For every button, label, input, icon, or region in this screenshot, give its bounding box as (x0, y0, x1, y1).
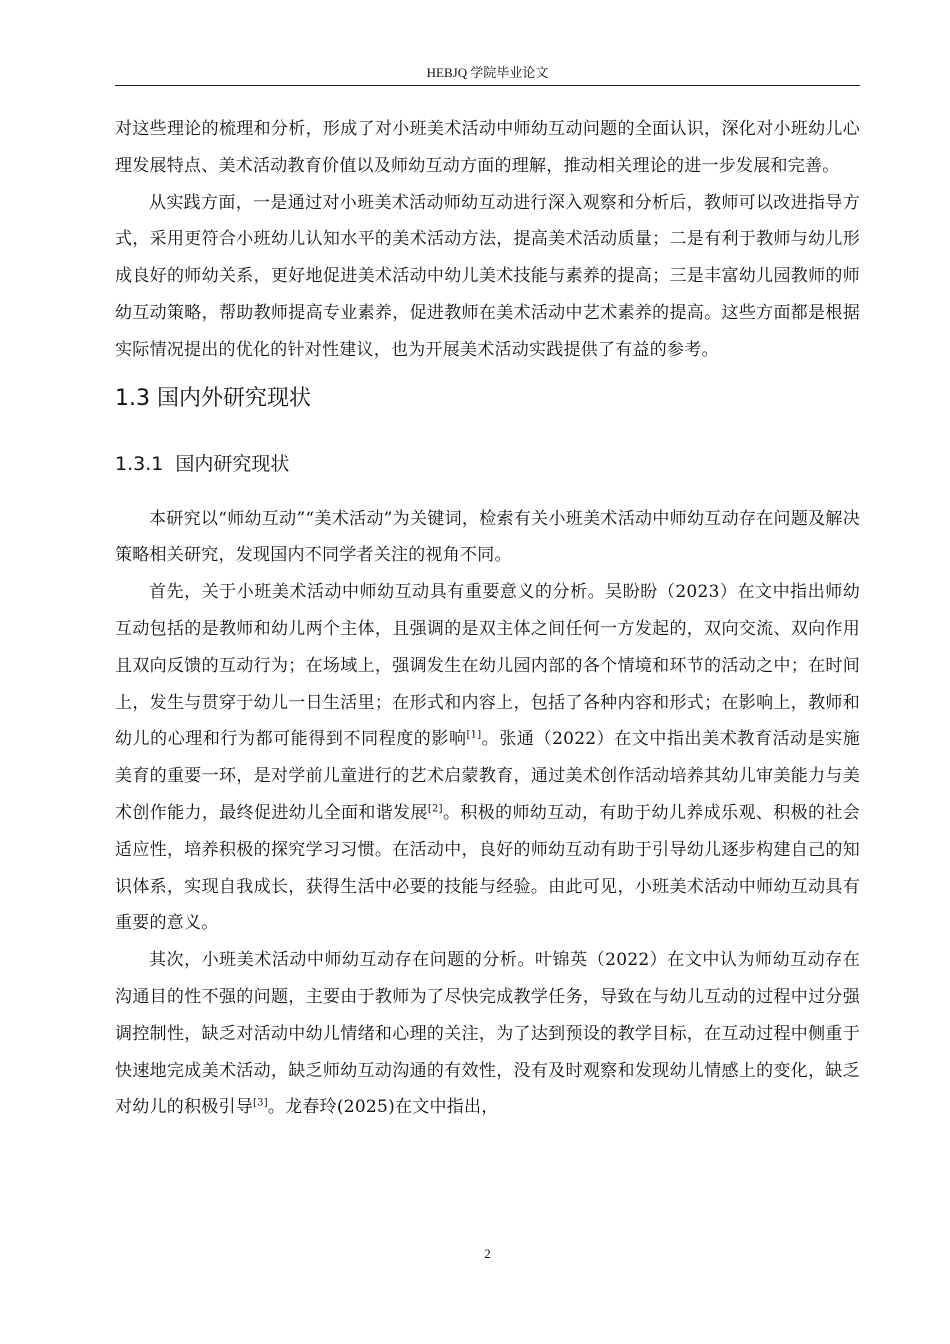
citation-1: [1] (466, 729, 482, 741)
paragraph-text: 首先，关于小班美术活动中师幼互动具有重要意义的分析。吴盼盼（2023）在文中指出师幼互动包括的是教师和幼儿两个主体，且强调的是双主体之间任何一方发起的，双向交流、双向作用且双向反馈的互动行为；在场域上，强调发生在幼儿园内部的各个情境和环节的活动之中；在时间上，发生与贯穿于幼儿一日生活里；在形式和内容上，包括了各种内容和形式；在影响上，教师和幼儿的心理和行为都可能得到不同程度的影响 (115, 582, 860, 750)
paragraph-significance (115, 574, 860, 942)
paragraph-text: 。张通（2022）在文中指出美术教育活动是实施美育的重要一环，是对学前儿童进行的艺术启蒙教育，通过美术创作活动培养其幼儿审美能力与美术创作能力，最终促进幼儿全面和谐发展 (115, 729, 860, 823)
page-content (115, 111, 860, 1126)
paragraph-text: 。龙春玲(2025)在文中指出， (267, 1097, 499, 1118)
paragraph-text: 。积极的师幼互动，有助于幼儿养成乐观、积极的社会适应性，培养积极的探究学习习惯。在活动中，良好的师幼互动有助于引导幼儿逐步构建自己的知识体系，实现自我成长，获得生活中必要的技能与经验。由此可见，小班美术活动中师幼互动具有重要的意义。 (115, 802, 860, 934)
paragraph-problems (115, 942, 860, 1126)
header-rule (115, 85, 860, 86)
subsection-title: 国内研究现状 (175, 452, 290, 475)
paragraph-keywords: 本研究以“师幼互动”“美术活动”为关键词，检索有关小班美术活动中师幼互动存在问题及解决策略相关研究，发现国内不同学者关注的视角不同。 (115, 508, 860, 566)
paragraph-practice: 从实践方面，一是通过对小班美术活动师幼互动进行深入观察和分析后，教师可以改进指导方式，采用更符合小班幼儿认知水平的美术活动方法，提高美术活动质量；二是有利于教师与幼儿形成良好的师幼关系，更好地促进美术活动中幼儿美术技能与素养的提高；三是丰富幼儿园教师的师幼互动策略，帮助教师提高专业素养，促进教师在美术活动中艺术素养的提高。这些方面都是根据实际情况提出的优化的针对性建议，也为开展美术活动实践提供了有益的参考。 (115, 192, 860, 360)
page-number: 2 (484, 1246, 491, 1261)
paragraph-text: 其次，小班美术活动中师幼互动存在问题的分析。叶锦英（2022）在文中认为师幼互动存在沟通目的性不强的问题，主要由于教师为了尽快完成教学任务，导致在与幼儿互动的过程中过分强调控制性，缺乏对活动中幼儿情绪和心理的关注，为了达到预设的教学目标，在互动过程中侧重于快速地完成美术活动，缺乏师幼互动沟通的有效性，没有及时观察和发现幼儿情感上的变化，缺乏对幼儿的积极引导 (115, 950, 860, 1118)
section-heading: 1.3 国内外研究现状 (115, 385, 311, 411)
subsection-number: 1.3.1 (115, 452, 164, 475)
running-header: HEBJQ 学院毕业论文 (426, 65, 549, 80)
paragraph-continued: 对这些理论的梳理和分析，形成了对小班美术活动中师幼互动问题的全面认识，深化对小班幼儿心理发展特点、美术活动教育价值以及师幼互动方面的理解，推动相关理论的进一步发展和完善。 (115, 119, 860, 176)
citation-2: [2] (427, 803, 443, 815)
citation-3: [3] (253, 1097, 268, 1109)
subsection-heading (115, 427, 860, 501)
